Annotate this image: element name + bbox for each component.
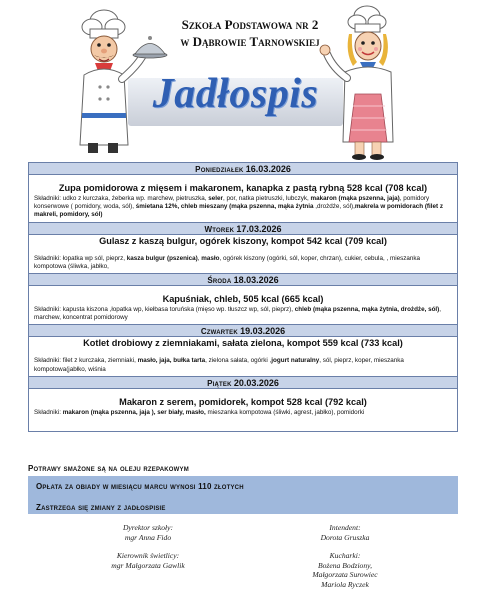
ingredient-allergen: masło, jaja, bułka tarta [137,357,206,365]
day-date: 16.03.2026 [245,164,291,174]
day-name: Wtorek [204,224,235,234]
ingredient-fragment: Składniki: udko z kurczaka, żeberka wp. marchew, pietruszka, [34,195,209,202]
payment-info-box [28,476,458,514]
day-body [29,286,457,324]
ingredient-allergen: makaron (mąka pszenna, jaja) [310,195,400,202]
signature-kierownik [78,551,218,570]
ingredient-allergen: kasza bulgur (pszenica) [126,254,198,262]
school-name-line2: w Dąbrowie Tarnowskiej [180,34,320,49]
ingredient-fragment: , zielona sałata, ogórki , [205,357,272,365]
dish-title: Gulasz z kaszą bulgur, ogórek kiszony, kompot 542 kcal (709 kcal) [99,235,387,246]
ingredient-fragment: ,drożdże, sól), [313,203,355,211]
signature-intendent [275,523,415,542]
ingredient-fragment: , ogórek kiszony (ogórki, sól, koper, chrzan), cukier, cebula, , mieszanka kompotowa (śliwka, jabłko, [34,254,421,270]
day-tuesday [29,222,457,273]
ingredient-fragment: Składniki: [34,408,63,416]
day-body [29,175,457,222]
dish-title: Kapuśniak, chleb, 505 kcal (665 kcal) [162,294,324,305]
ingredient-allergen: masło [201,254,220,262]
director-role: Dyrektor szkoły: [122,523,174,532]
payment-note: Opłata za obiady w miesiącu marcu wynosi 110 złotych [36,482,244,491]
ingredient-fragment: mieszanka kompotowa (śliwki, agrest, jabłko), pomidorki [205,408,365,416]
school-name-line1: Szkoła Podstawowa nr 2 [181,17,319,32]
dish-title: Kotlet drobiowy z ziemniakami, sałata zielona, kompot 559 kcal (733 kcal) [83,338,403,349]
day-name: Środa [207,276,232,286]
ingredients-text [34,409,452,417]
signature-kucharki [275,551,415,589]
dish-title: Makaron z serem, pomidorek, kompot 528 kcal (792 kcal) [119,396,367,407]
kucharki-name-1: Bożena Bodziony, [318,560,372,570]
ingredients-text [34,306,452,322]
director-name: mgr Anna Fido [124,532,172,542]
kierownik-name: mgr Małgorzata Gawlik [111,560,185,570]
ingredient-allergen: jogurt naturalny [271,357,320,365]
ingredients-text [34,255,452,271]
day-header [29,325,457,337]
day-name: Piątek [207,378,232,388]
chef-woman-apron-icon [305,2,405,160]
ingredient-fragment: , [197,254,202,262]
ingredient-allergen: makrela w pomidorach (filet z makreli, pomidory, sól) [34,203,444,219]
fried-oil-note: Potrawy smażone są na oleju rzepakowym [28,464,189,473]
kucharki-name-3: Mariola Ryczek [321,579,369,589]
ingredient-allergen: seler [208,195,224,202]
day-wednesday [29,273,457,324]
kucharki-role: Kucharki: [329,551,361,560]
ingredient-allergen: chleb (mąka pszenna, mąka żytnia, drożdże, sól) [294,306,440,314]
kierownik-role: Kierownik świetlicy: [116,551,180,560]
day-header [29,163,457,175]
ingredient-fragment: Składniki: łopatka wp sól, pieprz, [34,254,127,262]
day-header [29,274,457,286]
dish-title: Zupa pomidorowa z mięsem i makaronem, kanapka z pastą rybną 528 kcal (708 kcal) [58,183,428,193]
day-date: 18.03.2026 [233,275,279,286]
changes-reserved-note: Zastrzega się zmiany z jadłospisie [36,503,166,512]
day-date: 19.03.2026 [240,326,286,337]
day-body [29,235,457,273]
intendent-role: Intendent: [329,523,361,532]
day-body [29,389,457,431]
intendent-name: Dorota Gruszka [320,532,370,542]
signature-director [78,523,218,542]
day-monday [29,163,457,222]
kucharki-name-2: Małgorzata Surowiec [312,570,378,579]
day-thursday [29,324,457,375]
ingredient-fragment: , sól, pieprz, koper, mieszanka kompotowa(jabłko, wiśnia [34,357,404,373]
weekly-menu-table [28,162,458,432]
ingredient-fragment: , por, natka pietruszki, lubczyk, [223,195,311,202]
ingredient-fragment: , marchew, koncentrat pomidorowy [34,306,442,322]
ingredient-fragment: Składniki: filet z kurczaka, ziemniaki, [34,357,138,365]
day-header [29,223,457,235]
day-date: 17.03.2026 [236,223,282,234]
ingredient-allergen: makaron (mąka pszenna, jaja ), ser biały, masło, [62,408,206,416]
page-title: Jadłospis [152,71,319,117]
ingredients-text [34,195,452,220]
ingredient-fragment: , pomidory konserwowe ( pomidory, woda, sól), [34,195,430,211]
day-friday [29,376,457,431]
day-name: Poniedziałek [195,165,244,174]
ingredients-text [34,357,452,373]
day-header [29,377,457,389]
day-date: 20.03.2026 [233,377,279,388]
ingredient-allergen: śmietana 12%, chleb mieszany (mąka pszenna, mąka żytnia [135,203,314,211]
day-name: Czwartek [200,327,238,337]
page-header [0,0,483,160]
ingredient-fragment: Składniki: kapusta kiszona ,łopatka wp, kiełbasa toruńska (mięso wp. tłuszcz wp, sól, pieprz), [34,306,295,314]
day-body [29,337,457,375]
